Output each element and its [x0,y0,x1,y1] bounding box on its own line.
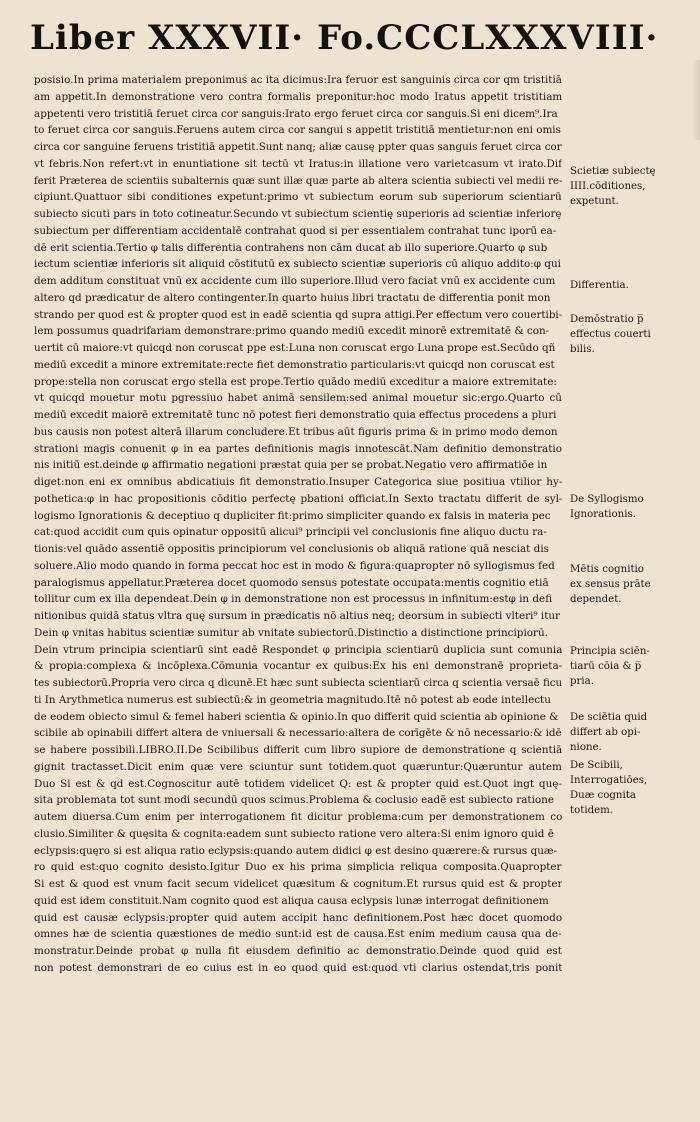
text-line: ro quid est:quo cognito desisto.Igitur Duo ex his prima simplicia reliqua composita.Quapropter [34,861,562,874]
margin-note-line: pria. [570,676,594,687]
margin-note-line: bilis. [570,344,595,355]
text-line: cipiunt.Quattuor sibi conditiones expetunt:primo vt subiectum eorum sub superiorum scientiarū [34,191,562,204]
text-line: am appetit.In demonstratione vero contra formalis preponitur:hoc modo Iratus appetit tristitiam [34,90,562,103]
text-line: lem possumus quadrifariam demonstrare:primo quando mediū excedit minorē extremitatē & con- [34,325,550,338]
text-line: bus causis non potest alterā illarum concludere.Et tribus aūt figuris prima & in primo modo demon [34,425,558,438]
margin-note-line: nione. [570,742,602,753]
text-line: vt quicqd mouetur motu pgressiuo habet animā sensilem:sed animal mouetur sic:ergo.Quarto cū [34,392,562,405]
margin-note-demonstratio [570,312,692,357]
text-line: Duo Si est & qd est.Cognoscitur autē totidem videlicet Q: est & propter quid est.Quot ingt quę- [34,777,562,790]
text-line: prope:stella non coruscat ergo stella est prope.Tertio quādo mediū exceditur a maiore extremitate: [34,375,557,388]
text-line: pothetica:φ in hac propositionis cōditio perfectę pbationi officiat.In Sexto tractatu differit de syl- [34,492,562,505]
text-line: strando per quod est & propter quod est in eadē scientia qd supra attigi.Per effectum vero couertibi- [34,308,563,321]
margin-note-line: De Scibili, [570,760,623,771]
text-line: nis initiū est.deinde φ affirmatio negationi præstat quia per se probat.Negatio vero affirmatiōe in [34,459,548,472]
margin-note-line: differt ab opi- [570,727,641,738]
text-line: omnes hæ de scientia quæstiones de medio sunt:id est de causa.Est enim medium causa qua de- [34,928,562,941]
margin-note-line: expetunt. [570,196,619,207]
text-line: posisio.In prima materialem preponimus ac ita dicimus:Ira feruor est sanguinis circa cor qm tristitiā [34,74,562,86]
text-line: gignit tractasset.Dicit enim quæ vere sciuntur sunt totidem.quot quæruntur:Quæruntur autem [34,760,562,773]
margin-note-mentis [570,562,692,607]
text-line: sita problemata tot sunt modi secundū quos scimus.Problema & coclusio eadē est subiecto ratione [34,794,554,807]
text-line: ferit Præterea de scientiis subalternis quæ sunt illæ quæ parte ab altera scientia subiecti vel medii re- [34,174,563,187]
text-line: clusio.Similiter & quęsita & cognita:eadem sunt subiecto ratione vero altera:Si enim ignoro quid ē [34,827,554,840]
margin-note-scientia-opinione [570,710,692,755]
text-line: logismo Ignorationis & deceptiuo q dupliciter fit:primo simpliciter quando ex falsis in materia pec [34,509,551,522]
text-line: cat:quod accidit cum quis opinatur oppositū alicui⁹ principii vel conclusionis fine aliquo ductu ra- [34,526,547,539]
text-line: monstratur.Deinde probat φ nulla fit eiusdem definitio ac demonstratio.Deinde quod quid est [34,945,562,957]
text-line: Dein vtrum principia scientiarū sint eadē Respondet φ principia scientiarū duplicia sunt comunia [34,643,562,656]
text-line: vt febris.Non refert:vt in enuntiatione sit tectū vt Iratus:in illatione vero varietcasum vt irato.Dif [34,157,562,170]
text-line: non potest demonstrari de eo cuius est in eo quod quid est:quod vti clarius ostendat,tris ponit [34,961,562,974]
text-line: altero qd prædicatur de altero contingenter.In quarto huius libri tractatu de differentia ponit mon [34,291,551,304]
margin-note-line: tiarū cōia & p̅ [570,661,642,672]
text-line: iectum scientiæ inferioris sit aliquid cōstitutū ex subiecto scientiæ superioris cū aliquo addito:φ qui [34,258,561,271]
margin-note-line: dependet. [570,594,622,605]
margin-note-line: Duæ cognita [570,790,636,801]
page-edge-shadow [692,60,700,140]
text-line: mediū excedit a minore extremitate:recte fiet demonstratio particularis:vt quicqd non coruscat est [34,358,555,371]
text-line: nitionibus quidā status vltra quę sursum in prædicatis nō altius neq; deorsum in subiecti vlteri⁹ itur [34,610,561,622]
margin-note-line: effectus couerti [570,329,651,340]
text-line: soluere.Alio modo quando in forma peccat hoc est in modo & figura:quapropter nō syllogismus fed [34,559,555,572]
text-line: tes subiectorū.Propria vero circa q dicunē.Et hæc sunt subiecta scientiarū circa q scientia versaē ficu [34,677,562,689]
margin-note-line: ex sensus prāte [570,579,651,590]
margin-note-line: Scietiæ subiectę [570,166,656,177]
margin-note-line: Interrogatiōes, [570,775,648,786]
margin-note-line: De Syllogismo [570,494,644,505]
text-line: paralogismus appellatur.Præterea docet quomodo sensus potestate occupata:mentis cognitio etiā [34,576,549,589]
text-line: de eodem obiecto simul & femel haberi scientia & opinio.In quo differit quid scientia ab opinione & [34,710,559,723]
text-line: se habere possibili.LIBRO.II.De Scibilibus differit cum libro supiore de demonstratione q scientiā [34,744,562,756]
body-text-column [34,72,562,977]
text-line: eclypsis:quęro si est aliqua ratio eclypsis:quando autem didici φ est desino quærere:& rursus quæ- [34,844,558,857]
text-line: dē erit scientia.Tertio φ talis differentia contrahens non cām ducat ab illo superiore.Quarto φ sub [34,241,548,254]
margin-note-syllogismo [570,492,692,522]
text-line: ti In Arythmetica numerus est subiectū:& in geometria magnitudo.Itē nō potest ab eode intellectu [34,693,551,706]
text-line: diget:non eni ex omnibus abdicatiuis fit demonstratio.Insuper Categorica siue positiua vtilior hy- [34,476,562,488]
margin-note-line: totidem. [570,805,614,816]
margin-note-line: De sciētia quid [570,712,648,723]
text-line: appetenti vero tristitiā feruet circa cor sanguis:Irato ergo feruet circa cor sanguis.Si eni dicem⁹.Ira [34,107,558,120]
text-line: quid est idem constituit.Nam cognito quod est aliqua causa eclypsis lunæ interrogat definitionem [34,894,549,907]
margin-note-line: Mētis cognitio [570,564,644,575]
text-line: strationi magis conuenit φ in ea partes definitionis magis innotescāt.Nam definitio demonstratio [34,442,562,455]
text-line: circa cor sanguine feruens tristitiā appetit.Sunt nanq; aliæ causę ppter quas sanguis feruet circa cor [34,141,562,153]
text-line: dem additum constituat vnū ex accidente cum illo superiore.Illud vero faciat vnū ex accidente cum [34,275,556,287]
margin-note-line: IIII.cōditiones, [570,181,646,192]
text-line: quid est causæ eclypsis:propter quid autem accipit hanc definitionem.Post hæc docet quomodo [34,911,562,924]
text-line: Si est & quod est vnum facit secum videlicet quæsitum & cognitum.Et rursus quid est & propter [34,878,562,890]
margin-note-conditions [570,164,692,209]
text-line: subiectum per differentiam accidentalē contrahat quod si per essentialem contrahat tunc iporū ea- [34,224,557,237]
margin-note-differentia [570,278,692,293]
running-head: Liber XXXVII· Fo.CCCLXXXVIII· [30,18,659,58]
margin-note-line: Demōstratio p̅ [570,314,644,325]
margin-note-scibili [570,758,692,818]
text-line: uertit cū maiore:vt quicqd non coruscat ppe est:Luna non coruscat ergo Luna prope est.Secūdo qñ [34,342,556,354]
text-line: Dein φ vnitas habitus scientiæ sumitur ab vnitate subiectorū.Distinctio a distinctione principiorū. [34,626,548,639]
text-line: tollitur cum ex illa dependeat.Dein φ in demonstratione non est processus in infinitum:estφ in defi [34,593,553,606]
margin-note-line: Principia sciēn- [570,646,650,657]
margin-note-line: Differentia. [570,280,629,291]
text-line: scibile ab opinabili differt altera de vniuersali & necessario:altera de corīgēte & nō necessario:& idē [34,727,562,740]
text-line: mediū excedit maiorē extremitatē tunc nō potest fieri demonstratio quia effectus procedens a pluri [34,409,557,421]
text-line: & propia:complexa & incōplexa.Cōmunia vocantur ex quibus:Ex his eni demonstranē proprieta- [34,660,562,673]
margin-note-principia [570,644,692,689]
text-line: tionis:vel quādo assentiē oppositis principiorum vel conclusionis ob aliquā ratione quā nesciat dis [34,543,549,555]
text-line: subiecto sicuti pars in toto cotineatur.Secundo vt subiectum scientię superioris ad scientiæ inferiorę [34,208,562,220]
text-line: to feruet circa cor sanguis.Feruens autem circa cor sangui s appetit tristitiā mentietur:non eni omis [34,124,561,137]
text-line: autem diuersa.Cum enim per interrogationem fit dicitur problema:cum per demonstrationem co [34,811,562,823]
margin-note-line: Ignorationis. [570,509,636,520]
